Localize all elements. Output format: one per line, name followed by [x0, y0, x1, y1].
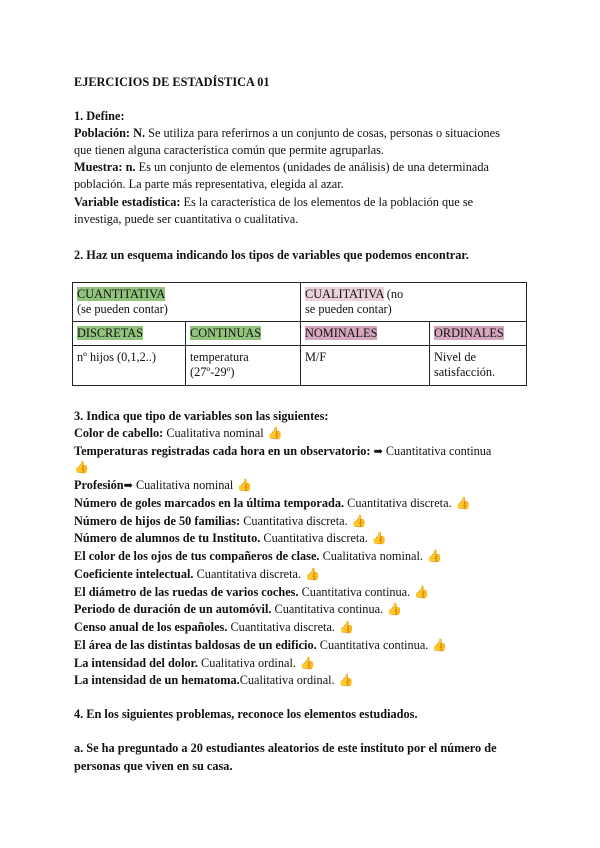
- item-label: Temperaturas registradas cada hora en un observatorio:: [74, 444, 371, 458]
- variable-item: [74, 655, 315, 671]
- item-label: Censo anual de los españoles.: [74, 620, 228, 634]
- variable-item: [74, 477, 252, 494]
- variable-item: [74, 443, 491, 460]
- muestra-text-1: Es un conjunto de elementos (unidades de análisis) de una determinada: [138, 160, 489, 174]
- variable-item: [74, 672, 354, 688]
- continuas-cell: [186, 322, 301, 346]
- cuantitativa-cell: [73, 283, 301, 322]
- item-answer: Cuantitativa discreta.: [243, 514, 348, 528]
- thumbs-up-icon: 👍: [432, 638, 448, 652]
- thumbs-up-icon: 👍: [267, 426, 283, 440]
- variable-label: Variable estadística:: [74, 195, 181, 209]
- example-ordinales-2: satisfacción.: [434, 365, 496, 379]
- variable-item: [74, 513, 367, 529]
- item-label: El color de los ojos de tus compañeros de clase.: [74, 549, 320, 563]
- poblacion-label: Población:: [74, 126, 131, 140]
- item-label: Número de hijos de 50 familias:: [74, 514, 241, 528]
- thumbs-up-icon: 👍: [305, 567, 321, 581]
- continuas-label: CONTINUAS: [190, 326, 262, 340]
- example-discretas: nº hijos (0,1,2..): [73, 346, 186, 386]
- ordinales-cell: [430, 322, 527, 346]
- variable-item: [74, 566, 320, 582]
- item-answer: Cuantitativa continua: [385, 444, 492, 458]
- thumbs-up-icon: 👍: [455, 496, 471, 510]
- muestra-definition: [74, 159, 489, 175]
- problem-a-line-2: personas que viven en su casa.: [74, 759, 233, 773]
- right-arrow-icon: ➡: [373, 446, 383, 458]
- section-1-heading: 1. Define:: [74, 109, 125, 123]
- document-title: EJERCICIOS DE ESTADÍSTICA 01: [74, 75, 270, 89]
- section-3-heading: 3. Indica que tipo de variables son las siguientes:: [74, 409, 329, 423]
- variable-text-1: Es la característica de los elementos de la población que se: [183, 195, 474, 209]
- item-answer: Cuantitativa discreta.: [230, 620, 335, 634]
- example-continuas: [186, 346, 301, 386]
- item-answer: Cuantitativa continua.: [319, 638, 429, 652]
- example-nominales: M/F: [301, 346, 430, 386]
- item-label: Profesión: [74, 478, 124, 492]
- poblacion-text-2: que tienen alguna característica común que permite agruparlas.: [74, 143, 385, 157]
- thumbs-up-icon: 👍: [371, 531, 387, 545]
- item-label: Periodo de duración de un automóvil.: [74, 602, 272, 616]
- discretas-cell: [73, 322, 186, 346]
- variable-item: [74, 601, 402, 617]
- item-label: La intensidad de un hematoma.: [74, 673, 240, 687]
- muestra-label: Muestra:: [74, 160, 123, 174]
- item-answer: Cualitativa nominal: [135, 478, 234, 492]
- example-continuas-1: temperatura: [190, 350, 249, 364]
- right-arrow-icon: ➡: [123, 480, 133, 492]
- section-4-heading: 4. En los siguientes problemas, reconoce los elementos estudiados.: [74, 707, 418, 721]
- example-ordinales: [430, 346, 527, 386]
- item-answer: Cuantitativa discreta.: [196, 567, 302, 581]
- variable-definition: [74, 194, 473, 210]
- item-answer: Cuantitativa discreta.: [347, 496, 452, 510]
- example-continuas-2: (27º-29º): [190, 365, 235, 379]
- thumbs-up-icon: 👍: [338, 673, 354, 687]
- item-label: Coeficiente intelectual.: [74, 567, 194, 581]
- item-label: Número de goles marcados en la última temporada.: [74, 496, 345, 510]
- ordinales-label: ORDINALES: [434, 326, 504, 340]
- variable-item: [74, 425, 283, 441]
- example-ordinales-1: Nivel de: [434, 350, 477, 364]
- variable-item: [74, 619, 354, 635]
- problem-a-line-1: a. Se ha preguntado a 20 estudiantes aleatorios de este instituto por el número de: [74, 741, 497, 755]
- cuantitativa-label: CUANTITATIVA: [77, 287, 166, 301]
- variable-item: [74, 530, 387, 546]
- item-label: Color de cabello:: [74, 426, 164, 440]
- variable-item: [74, 548, 442, 564]
- cualitativa-sub: se pueden contar): [305, 302, 392, 316]
- variable-item: [74, 584, 429, 600]
- item-label: Número de alumnos de tu Instituto.: [74, 531, 261, 545]
- cualitativa-cell: [301, 283, 527, 322]
- muestra-symbol: n.: [125, 160, 136, 174]
- cualitativa-rest: (no: [386, 287, 404, 301]
- thumbs-up-icon: 👍: [237, 478, 253, 492]
- poblacion-definition: [74, 125, 500, 141]
- item-label: La intensidad del dolor.: [74, 656, 198, 670]
- item-answer: Cualitativa nominal: [166, 426, 264, 440]
- cuantitativa-sub: (se pueden contar): [77, 302, 168, 316]
- thumbs-up-icon: 👍: [387, 602, 403, 616]
- variable-item: [74, 495, 471, 511]
- section-2-heading: 2. Haz un esquema indicando los tipos de variables que podemos encontrar.: [74, 248, 469, 262]
- item-answer: Cualitativa ordinal.: [201, 656, 296, 670]
- variable-item: [74, 637, 447, 653]
- thumbs-up-icon: 👍: [426, 549, 442, 563]
- item-answer: Cuantitativa continua.: [301, 585, 411, 599]
- variable-text-2: investiga, puede ser cuantitativa o cualitativa.: [74, 212, 299, 226]
- item-answer: Cuantitativa continua.: [274, 602, 384, 616]
- variable-item-thumb-row: [74, 459, 89, 475]
- item-answer: Cualitativa nominal.: [322, 549, 423, 563]
- nominales-cell: [301, 322, 430, 346]
- discretas-label: DISCRETAS: [77, 326, 143, 340]
- poblacion-text-1: Se utiliza para referirnos a un conjunto de cosas, personas o situaciones: [148, 126, 500, 140]
- cualitativa-label: CUALITATIVA: [305, 287, 384, 301]
- muestra-text-2: población. La parte más representativa, elegida al azar.: [74, 177, 344, 191]
- poblacion-symbol: N.: [133, 126, 146, 140]
- variable-types-table: [72, 282, 527, 386]
- item-answer: Cualitativa ordinal.: [239, 673, 335, 687]
- item-label: El área de las distintas baldosas de un edificio.: [74, 638, 317, 652]
- thumbs-up-icon: 👍: [299, 656, 315, 670]
- thumbs-up-icon: 👍: [414, 585, 430, 599]
- thumbs-up-icon: 👍: [74, 460, 89, 474]
- item-label: El diámetro de las ruedas de varios coches.: [74, 585, 299, 599]
- item-answer: Cuantitativa discreta.: [263, 531, 368, 545]
- thumbs-up-icon: 👍: [351, 514, 367, 528]
- thumbs-up-icon: 👍: [338, 620, 354, 634]
- nominales-label: NOMINALES: [305, 326, 378, 340]
